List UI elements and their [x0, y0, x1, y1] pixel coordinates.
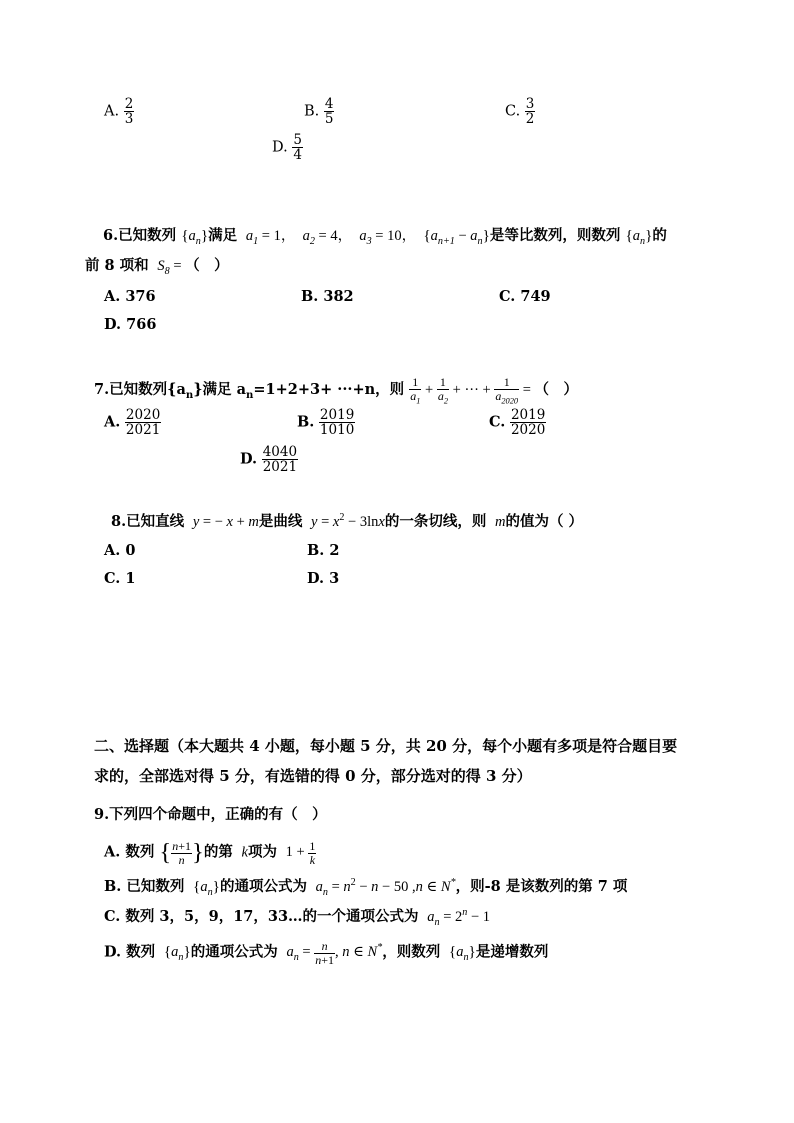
section2-heading-line1: 二、选择题（本大题共 4 小题，每小题 5 分，共 20 分，每个小题有多项是符合题目要 — [94, 737, 678, 755]
q9-option-c: C. 数列 3，5，9，17，33…的一个通项公式为 $a_n = 2^n - 1$ — [104, 907, 490, 928]
q9-stem: 9.下列四个命题中，正确的有（ ） — [94, 806, 327, 823]
q9-option-a: A. 数列 { $\frac{n+1}{n}$ }的第 k项为 1 + $\frac{1}{k}$ — [104, 838, 316, 867]
q6-stem-line1: 6.已知数列 $\{a_n\}$满足 $a_1 = 1$， $a_2 = 4$， $a_3 = 10$， $\{a_{n+1} - a_n\}$是等比数列，则数列 $\{a_n\}$的 — [103, 227, 667, 247]
q7-option-d: D. $\frac{4040}{2021}$ — [240, 444, 298, 476]
q6-option-d: D. 766 — [104, 316, 157, 333]
q6-option-a: A. 376 — [104, 288, 156, 305]
q5-d-fraction: $\frac{5}{4}$ — [293, 132, 302, 164]
q5-a-fraction: $\frac{2}{3}$ — [124, 96, 134, 128]
q6-option-c: C. 749 — [499, 288, 551, 305]
q8-option-a: A. 0 — [104, 542, 136, 559]
q5-c-fraction: $\frac{3}{2}$ — [525, 96, 535, 128]
section2-heading-line2: 求的，全部选对得 5 分，有选错的得 0 分，部分选对的得 3 分） — [94, 767, 532, 785]
q7-option-a: A. $\frac{2020}{2021}$ — [104, 407, 161, 439]
q7-option-c: C. $\frac{2019}{2020}$ — [489, 407, 546, 439]
q8-stem: 8.已知直线 y = − x + m是曲线 $y = x^2 - 3\ln x$的一条切线，则 m的值为（ ） — [111, 512, 584, 530]
q8-option-b: B. 2 — [307, 542, 340, 559]
q7-stem: 7.已知数列$\{a_n\}$满足 $a_n=1+2+3+ \cdot\cdot\cdot+n$，则 $\frac{1}{a_1}$ + $\frac{1}{a_2}$ + ··· + $\frac{1}{a_{2020}}$ = （ ） — [94, 375, 579, 405]
q5-option-b: B. $\frac{4}{5}$ — [304, 96, 334, 128]
q9-option-d: D. 数列 $\{a_n\}$的通项公式为 $a_n$ = $\frac{n}{n+1}$ , n ∈ N*，则数列 $\{a_n\}$是递增数列 — [104, 939, 549, 967]
q6-option-b: B. 382 — [301, 288, 354, 305]
q8-option-d: D. 3 — [307, 570, 340, 587]
q5-option-d: D. $\frac{5}{4}$ — [272, 132, 302, 164]
q8-option-c: C. 1 — [104, 570, 136, 587]
q5-b-fraction: $\frac{4}{5}$ — [324, 96, 334, 128]
q5-option-a: A. $\frac{2}{3}$ — [104, 96, 134, 128]
q7-option-b: B. $\frac{2019}{1010}$ — [297, 407, 355, 439]
q9-option-b: B. 已知数列 $\{a_n\}$的通项公式为 $a_n = n^2 - n - 50$ ,n ∈ N*，则-8 是该数列的第 7 项 — [104, 877, 628, 898]
q5-option-c: C. $\frac{3}{2}$ — [505, 96, 535, 128]
q6-stem-line2: 前 8 项和 $S_8$ = （ ） — [85, 257, 229, 277]
